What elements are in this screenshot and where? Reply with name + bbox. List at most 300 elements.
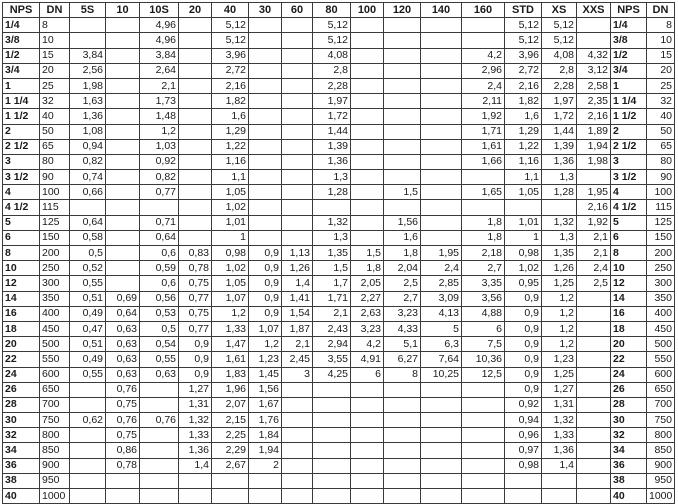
- column-header: 60: [282, 3, 313, 18]
- table-cell: 1,28: [542, 185, 577, 200]
- table-cell: 50: [40, 124, 70, 139]
- table-cell: 1,8: [351, 261, 384, 276]
- table-cell: 1,45: [249, 367, 282, 382]
- table-cell: [313, 397, 351, 412]
- table-row: [3, 109, 675, 124]
- table-cell: 0,51: [70, 291, 106, 306]
- table-cell: 900: [40, 458, 70, 473]
- table-cell: 0,9: [505, 321, 542, 336]
- table-cell: 450: [647, 321, 675, 336]
- table-cell: [282, 124, 313, 139]
- table-cell: [384, 109, 421, 124]
- table-cell: [462, 428, 505, 443]
- table-cell: 1,23: [249, 352, 282, 367]
- table-cell: 1,2: [249, 337, 282, 352]
- table-cell: 1,8: [462, 215, 505, 230]
- table-cell: 1,36: [542, 443, 577, 458]
- table-cell: 2: [3, 124, 40, 139]
- table-cell: [351, 428, 384, 443]
- table-cell: 300: [40, 276, 70, 291]
- table-cell: 1,89: [577, 124, 611, 139]
- table-cell: 3/8: [3, 33, 40, 48]
- table-cell: 0,63: [140, 367, 179, 382]
- table-cell: [351, 215, 384, 230]
- table-cell: 1,3: [542, 230, 577, 245]
- table-cell: 1,82: [505, 94, 542, 109]
- table-cell: 1,95: [421, 246, 462, 261]
- table-cell: 2,05: [351, 276, 384, 291]
- table-cell: [249, 18, 282, 33]
- table-cell: 1,36: [179, 443, 212, 458]
- table-cell: 16: [3, 306, 40, 321]
- table-cell: 10: [647, 33, 675, 48]
- table-cell: [351, 78, 384, 93]
- table-cell: 2,1: [282, 337, 313, 352]
- table-cell: [282, 382, 313, 397]
- column-header: DN: [40, 3, 70, 18]
- table-cell: [313, 413, 351, 428]
- table-cell: [462, 443, 505, 458]
- table-cell: 0,97: [505, 443, 542, 458]
- table-cell: 7,64: [421, 352, 462, 367]
- table-cell: 0,9: [505, 337, 542, 352]
- table-cell: [577, 337, 611, 352]
- table-cell: [249, 48, 282, 63]
- table-row: [3, 321, 675, 336]
- table-cell: 0,9: [249, 261, 282, 276]
- table-cell: 2,4: [421, 261, 462, 276]
- table-cell: 0,53: [140, 306, 179, 321]
- table-cell: [351, 94, 384, 109]
- table-cell: 4,25: [313, 367, 351, 382]
- table-cell: 3,12: [577, 63, 611, 78]
- table-cell: [140, 397, 179, 412]
- table-cell: 1 1/4: [3, 94, 40, 109]
- table-cell: 1,35: [542, 246, 577, 261]
- table-cell: 500: [40, 337, 70, 352]
- column-header: 40: [212, 3, 249, 18]
- table-cell: 3,55: [313, 352, 351, 367]
- table-cell: [421, 397, 462, 412]
- table-cell: 1,27: [542, 382, 577, 397]
- table-cell: 1,32: [542, 413, 577, 428]
- table-cell: 1,84: [249, 428, 282, 443]
- table-cell: [384, 94, 421, 109]
- table-cell: 16: [611, 306, 647, 321]
- table-cell: [106, 215, 140, 230]
- table-cell: 1000: [40, 489, 70, 504]
- table-cell: [577, 291, 611, 306]
- table-cell: 4,2: [462, 48, 505, 63]
- table-cell: 1,6: [212, 109, 249, 124]
- table-cell: 0,62: [70, 413, 106, 428]
- table-cell: [421, 48, 462, 63]
- table-cell: 1,2: [140, 124, 179, 139]
- table-cell: [351, 473, 384, 488]
- table-cell: [179, 124, 212, 139]
- table-cell: [577, 458, 611, 473]
- table-cell: 1,97: [542, 94, 577, 109]
- table-cell: [179, 78, 212, 93]
- column-header: 100: [351, 3, 384, 18]
- table-cell: 300: [647, 276, 675, 291]
- table-cell: [179, 109, 212, 124]
- table-cell: 5,12: [505, 33, 542, 48]
- table-cell: [249, 33, 282, 48]
- table-cell: 3,09: [421, 291, 462, 306]
- table-cell: 1,2: [542, 306, 577, 321]
- table-cell: 0,94: [505, 413, 542, 428]
- table-cell: 1,31: [542, 397, 577, 412]
- table-cell: 90: [40, 170, 70, 185]
- table-cell: 0,9: [505, 382, 542, 397]
- table-cell: 650: [647, 382, 675, 397]
- table-cell: [542, 200, 577, 215]
- table-cell: 2,85: [421, 276, 462, 291]
- table-cell: [249, 200, 282, 215]
- table-cell: 400: [647, 306, 675, 321]
- table-cell: 2,7: [384, 291, 421, 306]
- table-cell: 1,98: [70, 78, 106, 93]
- table-cell: 0,9: [179, 367, 212, 382]
- table-cell: [70, 428, 106, 443]
- table-cell: 3,84: [140, 48, 179, 63]
- table-cell: 200: [40, 246, 70, 261]
- table-cell: 1,08: [70, 124, 106, 139]
- table-cell: 5,12: [542, 18, 577, 33]
- table-cell: 0,9: [505, 367, 542, 382]
- table-cell: [179, 473, 212, 488]
- table-cell: 20: [3, 337, 40, 352]
- table-cell: [351, 170, 384, 185]
- table-cell: 1,67: [249, 397, 282, 412]
- table-cell: [70, 200, 106, 215]
- table-cell: 1,16: [505, 154, 542, 169]
- table-cell: 0,66: [70, 185, 106, 200]
- table-cell: 2,72: [505, 63, 542, 78]
- table-cell: 2,56: [70, 63, 106, 78]
- table-cell: [313, 443, 351, 458]
- table-cell: 0,74: [70, 170, 106, 185]
- table-cell: [421, 124, 462, 139]
- table-cell: 28: [611, 397, 647, 412]
- table-cell: [313, 473, 351, 488]
- table-row: [3, 139, 675, 154]
- table-row: [3, 124, 675, 139]
- table-cell: 0,55: [140, 352, 179, 367]
- table-cell: [421, 94, 462, 109]
- table-cell: 2,16: [212, 78, 249, 93]
- table-cell: [140, 428, 179, 443]
- table-row: [3, 33, 675, 48]
- table-row: [3, 367, 675, 382]
- table-cell: 2,29: [212, 443, 249, 458]
- table-cell: 1,31: [179, 397, 212, 412]
- table-cell: [384, 413, 421, 428]
- table-cell: [282, 230, 313, 245]
- table-cell: 2,5: [577, 276, 611, 291]
- table-cell: 0,71: [140, 215, 179, 230]
- table-cell: 3,96: [212, 48, 249, 63]
- table-cell: [577, 413, 611, 428]
- table-cell: 100: [40, 185, 70, 200]
- table-cell: 1: [505, 230, 542, 245]
- table-cell: [421, 154, 462, 169]
- table-row: [3, 48, 675, 63]
- table-cell: [462, 200, 505, 215]
- table-cell: 3/8: [611, 33, 647, 48]
- table-cell: 2,4: [462, 78, 505, 93]
- table-cell: [282, 200, 313, 215]
- table-row: [3, 382, 675, 397]
- table-cell: 1,96: [212, 382, 249, 397]
- table-cell: 2: [249, 458, 282, 473]
- table-cell: 115: [647, 200, 675, 215]
- table-cell: 4 1/2: [3, 200, 40, 215]
- table-cell: [106, 63, 140, 78]
- table-cell: 2,43: [313, 321, 351, 336]
- table-cell: 1,5: [384, 185, 421, 200]
- table-cell: 0,78: [179, 261, 212, 276]
- table-cell: 2,96: [462, 63, 505, 78]
- table-cell: 32: [40, 94, 70, 109]
- table-cell: [179, 48, 212, 63]
- table-cell: 8: [611, 246, 647, 261]
- table-cell: [313, 200, 351, 215]
- table-cell: 1,2: [542, 321, 577, 336]
- table-cell: 1,33: [212, 321, 249, 336]
- table-cell: 1,8: [462, 230, 505, 245]
- table-cell: 40: [3, 489, 40, 504]
- table-cell: 80: [40, 154, 70, 169]
- table-cell: 450: [40, 321, 70, 336]
- table-cell: 0,75: [106, 397, 140, 412]
- table-row: [3, 337, 675, 352]
- table-cell: [421, 170, 462, 185]
- table-cell: 0,92: [140, 154, 179, 169]
- table-cell: 2 1/2: [3, 139, 40, 154]
- table-cell: 2,45: [282, 352, 313, 367]
- table-cell: [462, 413, 505, 428]
- table-cell: [421, 78, 462, 93]
- table-cell: 0,9: [505, 306, 542, 321]
- table-cell: 40: [611, 489, 647, 504]
- table-cell: 0,6: [140, 276, 179, 291]
- table-cell: 28: [3, 397, 40, 412]
- table-cell: 550: [647, 352, 675, 367]
- table-cell: 0,47: [70, 321, 106, 336]
- column-header: NPS: [611, 3, 647, 18]
- table-cell: 1/2: [3, 48, 40, 63]
- table-cell: [106, 18, 140, 33]
- table-cell: [106, 473, 140, 488]
- table-cell: 65: [647, 139, 675, 154]
- table-cell: 90: [647, 170, 675, 185]
- table-cell: 0,58: [70, 230, 106, 245]
- table-cell: [106, 154, 140, 169]
- table-cell: [421, 33, 462, 48]
- table-cell: [282, 397, 313, 412]
- table-cell: 14: [611, 291, 647, 306]
- table-cell: [351, 443, 384, 458]
- table-row: [3, 428, 675, 443]
- table-cell: 4,08: [542, 48, 577, 63]
- table-cell: 0,63: [106, 352, 140, 367]
- table-cell: 0,9: [249, 276, 282, 291]
- table-row: [3, 18, 675, 33]
- table-cell: [462, 397, 505, 412]
- table-cell: 1,28: [313, 185, 351, 200]
- table-cell: 1,82: [212, 94, 249, 109]
- column-header: NPS: [3, 3, 40, 18]
- table-cell: [351, 109, 384, 124]
- table-cell: 1,41: [282, 291, 313, 306]
- table-cell: 2,63: [351, 306, 384, 321]
- table-cell: 2,67: [212, 458, 249, 473]
- table-cell: 0,86: [106, 443, 140, 458]
- table-cell: 350: [40, 291, 70, 306]
- table-cell: [505, 200, 542, 215]
- table-cell: [282, 185, 313, 200]
- table-cell: 5,12: [212, 18, 249, 33]
- table-cell: 2,5: [384, 276, 421, 291]
- table-cell: 1,36: [542, 154, 577, 169]
- table-cell: 950: [40, 473, 70, 488]
- table-cell: 0,55: [70, 367, 106, 382]
- table-cell: 50: [647, 124, 675, 139]
- table-cell: 1,98: [577, 154, 611, 169]
- table-cell: [282, 78, 313, 93]
- table-cell: 750: [40, 413, 70, 428]
- table-cell: [351, 154, 384, 169]
- table-cell: 2,1: [577, 230, 611, 245]
- table-cell: 0,54: [140, 337, 179, 352]
- table-cell: 1,7: [313, 276, 351, 291]
- table-cell: [249, 78, 282, 93]
- table-cell: 1,72: [542, 109, 577, 124]
- table-cell: 6: [3, 230, 40, 245]
- table-cell: 2,16: [505, 78, 542, 93]
- table-cell: 550: [40, 352, 70, 367]
- table-cell: 4,2: [351, 337, 384, 352]
- table-cell: [249, 63, 282, 78]
- table-cell: [282, 63, 313, 78]
- table-cell: 0,76: [106, 382, 140, 397]
- table-cell: [577, 367, 611, 382]
- table-cell: 1,83: [212, 367, 249, 382]
- table-cell: 12: [3, 276, 40, 291]
- table-cell: [421, 185, 462, 200]
- column-header: XS: [542, 3, 577, 18]
- table-cell: [351, 139, 384, 154]
- table-cell: 65: [40, 139, 70, 154]
- table-cell: 3/4: [3, 63, 40, 78]
- table-cell: 1,54: [282, 306, 313, 321]
- table-cell: 2,4: [577, 261, 611, 276]
- table-cell: [384, 124, 421, 139]
- table-cell: 1,05: [212, 185, 249, 200]
- header-row: [3, 3, 675, 18]
- table-cell: [462, 170, 505, 185]
- table-cell: 3,56: [462, 291, 505, 306]
- table-cell: 1,05: [505, 185, 542, 200]
- table-cell: 1000: [647, 489, 675, 504]
- table-cell: 1,3: [313, 170, 351, 185]
- table-cell: 1/2: [611, 48, 647, 63]
- table-cell: 12: [611, 276, 647, 291]
- table-cell: [70, 33, 106, 48]
- table-cell: 1,71: [462, 124, 505, 139]
- table-cell: 10: [3, 261, 40, 276]
- table-cell: [351, 18, 384, 33]
- table-cell: [542, 473, 577, 488]
- table-cell: 32: [611, 428, 647, 443]
- table-cell: [179, 215, 212, 230]
- table-cell: 4 1/2: [611, 200, 647, 215]
- table-cell: [384, 428, 421, 443]
- table-cell: [70, 473, 106, 488]
- table-cell: [505, 473, 542, 488]
- table-cell: 750: [647, 413, 675, 428]
- table-cell: [282, 458, 313, 473]
- table-cell: [421, 443, 462, 458]
- table-cell: 2,35: [577, 94, 611, 109]
- table-cell: 3: [3, 154, 40, 169]
- pipe-schedule-table: [2, 2, 675, 504]
- table-cell: 2,8: [313, 63, 351, 78]
- table-cell: 800: [40, 428, 70, 443]
- table-cell: [282, 94, 313, 109]
- column-header: 20: [179, 3, 212, 18]
- table-cell: 1,6: [384, 230, 421, 245]
- table-cell: 3,35: [462, 276, 505, 291]
- table-cell: 0,5: [140, 321, 179, 336]
- table-cell: 1,47: [212, 337, 249, 352]
- table-cell: 850: [40, 443, 70, 458]
- column-header: 140: [421, 3, 462, 18]
- table-cell: [249, 139, 282, 154]
- table-cell: [462, 33, 505, 48]
- table-cell: [384, 170, 421, 185]
- table-cell: 18: [611, 321, 647, 336]
- table-cell: 1,1: [212, 170, 249, 185]
- table-cell: 22: [611, 352, 647, 367]
- column-header: XXS: [577, 3, 611, 18]
- table-cell: 4,08: [313, 48, 351, 63]
- table-cell: [351, 382, 384, 397]
- table-cell: [351, 48, 384, 63]
- table-cell: 2,1: [313, 306, 351, 321]
- table-cell: 38: [611, 473, 647, 488]
- table-cell: 125: [647, 215, 675, 230]
- table-cell: [462, 473, 505, 488]
- table-cell: [313, 428, 351, 443]
- table-cell: 5,12: [212, 33, 249, 48]
- table-cell: 1,56: [249, 382, 282, 397]
- table-cell: 1,16: [212, 154, 249, 169]
- table-cell: 1 1/4: [611, 94, 647, 109]
- table-cell: [577, 382, 611, 397]
- table-cell: [106, 124, 140, 139]
- table-cell: [179, 185, 212, 200]
- table-cell: 8: [647, 18, 675, 33]
- table-cell: [282, 413, 313, 428]
- table-cell: [351, 124, 384, 139]
- table-cell: 80: [647, 154, 675, 169]
- table-row: [3, 413, 675, 428]
- table-cell: 1,56: [384, 215, 421, 230]
- table-cell: 1,92: [462, 109, 505, 124]
